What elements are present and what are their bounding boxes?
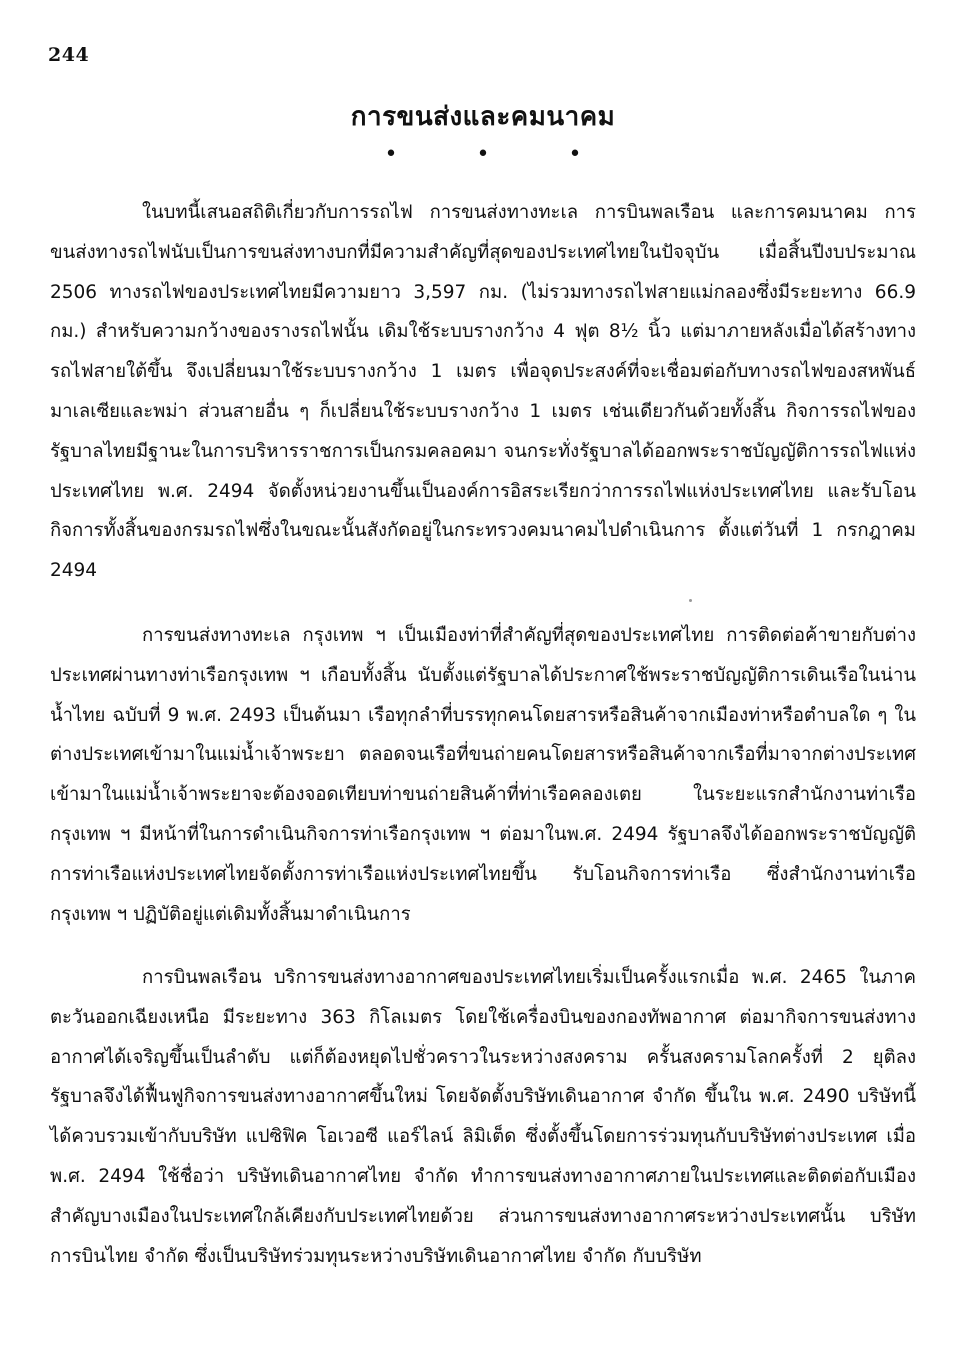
paragraph-text: ในบทนี้เสนอสถิติเกี่ยวกับการรถไฟ การขนส่งทางทะเล การบินพลเรือน และการคมนาคม การขนส่งทางรถไฟนับเป็นการขนส่งทางบกที่มีความสำคัญที่สุดของประเทศไทยในปัจจุบัน เมื่อสิ้นปีงบประมาณ 2506 ทางรถไฟของประเทศไทยมีความยาว 3,597 กม. (ไม่รวมทางรถไฟสายแม่กลองซึ่งมีระยะทาง 66.9 กม.) สำหรับความกว้างของรางรถไฟนั้น เดิมใช้ระบบรางกว้าง 4 ฟุต 8½ นิ้ว แต่มาภายหลังเมื่อได้สร้างทางรถไฟสายใต้ขึ้น จึงเปลี่ยนมาใช้ระบบรางกว้าง 1 เมตร เพื่อจุดประสงค์ที่จะเชื่อมต่อกับทางรถไฟของสหพันธ์มาเลเซียและพม่า ส่วนสายอื่น ๆ ก็เปลี่ยนใช้ระบบรางกว้าง 1 เมตร เช่นเดียวกันด้วยทั้งสิ้น กิจการรถไฟของรัฐบาลไทยมีฐานะในการบริหารราชการเป็นกรมคลอคมา จนกระทั่งรัฐบาลได้ออกพระราชบัญญัติการรถไฟแห่งประเทศไทย พ.ศ. 2494 จัดตั้งหน่วยงานขึ้นเป็นองค์การอิสระเรียกว่าการรถไฟแห่งประเทศไทย และรับโอนกิจการทั้งสิ้นของกรมรถไฟซึ่งในขณะนั้นสังกัดอยู่ในกระทรวงคมนาคมไปดำเนินการ ตั้งแต่วันที่ 1 กรกฎาคม 2494: [50, 202, 916, 582]
page-number: 244: [48, 44, 90, 66]
page-title: การขนส่งและคมนาคม: [350, 102, 616, 132]
paragraph-civil-aviation: [50, 958, 916, 1276]
title-separator: • • •: [384, 142, 618, 167]
paragraph-sea-transport: [50, 616, 916, 934]
scan-speck: [689, 599, 692, 602]
paragraph-text: การบินพลเรือน บริการขนส่งทางอากาศของประเทศไทยเริ่มเป็นครั้งแรกเมื่อ พ.ศ. 2465 ในภาคตะวันออกเฉียงเหนือ มีระยะทาง 363 กิโลเมตร โดยใช้เครื่องบินของกองทัพอากาศ ต่อมากิจการขนส่งทางอากาศได้เจริญขึ้นเป็นลำดับ แต่ก็ต้องหยุดไปชั่วคราวในระหว่างสงคราม ครั้นสงครามโลกครั้งที่ 2 ยุติลง รัฐบาลจึงได้ฟื้นฟูกิจการขนส่งทางอากาศขึ้นใหม่ โดยจัดตั้งบริษัทเดินอากาศ จำกัด ขึ้นใน พ.ศ. 2490 บริษัทนี้ได้ควบรวมเข้ากับบริษัท แปซิฟิค โอเวอซี แอร์ไลน์ ลิมิเต็ด ซึ่งตั้งขึ้นโดยการร่วมทุนกับบริษัทต่างประเทศ เมื่อ พ.ศ. 2494 ใช้ชื่อว่า บริษัทเดินอากาศไทย จำกัด ทำการขนส่งทางอากาศภายในประเทศและติดต่อกับเมืองสำคัญบางเมืองในประเทศใกล้เคียงกับประเทศไทยด้วย ส่วนการขนส่งทางอากาศระหว่างประเทศนั้น บริษัทการบินไทย จำกัด ซึ่งเป็นบริษัทร่วมทุนระหว่างบริษัทเดินอากาศไทย จำกัด กับบริษัท: [50, 967, 916, 1267]
paragraph-railway: [50, 193, 916, 591]
paragraph-text: การขนส่งทางทะเล กรุงเทพ ฯ เป็นเมืองท่าที่สำคัญที่สุดของประเทศไทย การติดต่อค้าขายกับต่างประเทศผ่านทางท่าเรือกรุงเทพ ฯ เกือบทั้งสิ้น นับตั้งแต่รัฐบาลได้ประกาศใช้พระราชบัญญัติการเดินเรือในน่านน้ำไทย ฉบับที่ 9 พ.ศ. 2493 เป็นต้นมา เรือทุกลำที่บรรทุกคนโดยสารหรือสินค้าจากเมืองท่าหรือตำบลใด ๆ ในต่างประเทศเข้ามาในแม่น้ำเจ้าพระยา ตลอดจนเรือที่ขนถ่ายคนโดยสารหรือสินค้าจากเรือที่มาจากต่างประเทศเข้ามาในแม่น้ำเจ้าพระยาจะต้องจอดเทียบท่าขนถ่ายสินค้าที่ท่าเรือคลองเตย ในระยะแรกสำนักงานท่าเรือกรุงเทพ ฯ มีหน้าที่ในการดำเนินกิจการท่าเรือกรุงเทพ ฯ ต่อมาในพ.ศ. 2494 รัฐบาลจึงได้ออกพระราชบัญญัติการท่าเรือแห่งประเทศไทยจัดตั้งการท่าเรือแห่งประเทศไทยขึ้น รับโอนกิจการท่าเรือ ซึ่งสำนักงานท่าเรือกรุงเทพ ฯ ปฏิบัติอยู่แต่เดิมทั้งสิ้นมาดำเนินการ: [50, 625, 916, 925]
